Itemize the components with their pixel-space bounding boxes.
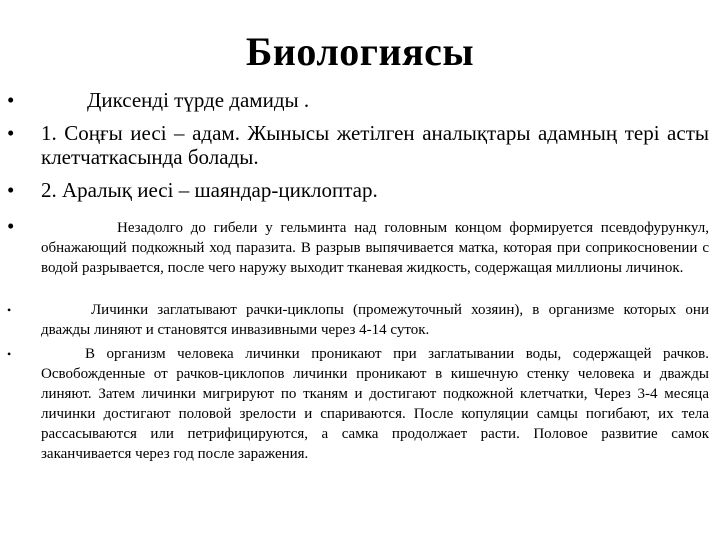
bullet-icon: • — [7, 88, 15, 112]
bullet-icon: • — [7, 121, 15, 145]
bullet-icon: • — [7, 214, 15, 238]
list-item-text: 2. Аралық иесі – шаяндар-циклоптар. — [41, 178, 378, 202]
bullet-icon: • — [7, 303, 12, 317]
bullet-icon: • — [7, 178, 15, 202]
list-item-text: 1. Соңғы иесі – адам. Жынысы жетілген аналықтары адамның тері асты клетчаткасында болады. — [41, 121, 709, 169]
bullet-icon: • — [7, 347, 12, 361]
list-item-text: В организм человека личинки проникают при заглатывании воды, содержащей рачков. Освобожденные от рачков-циклопов личинки проникают в кишечную стенку человека и дважды линяют. Затем личинки мигрируют по тканям и достигают подкожной клетчатки, Через 3-4 месяца личинки достигают половой зрелости и спариваются. После копуляции самцы погибают, их тела рассасываются или петрифицируются, а самка продолжает расти. Половое развитие самок заканчивается через год после заражения. — [41, 346, 709, 462]
list-item-text: Диксенді түрде дамиды . — [87, 88, 310, 112]
list-item-text: Незадолго до гибели у гельминта над головным концом формируется псевдофурункул, обнажающий подкожный ход паразита. В разрыв выпячивается матка, которая при соприкосновении с водой разрывается, после чего наружу выходит тканевая жидкость, содержащая миллионы личинок. — [41, 220, 709, 276]
slide-title: Биологиясы — [245, 29, 475, 74]
list-item-text: Личинки заглатывают рачки-циклопы (промежуточный хозяин), в организме которых они дважды линяют и становятся инвазивными через 4-14 суток. — [41, 302, 709, 338]
